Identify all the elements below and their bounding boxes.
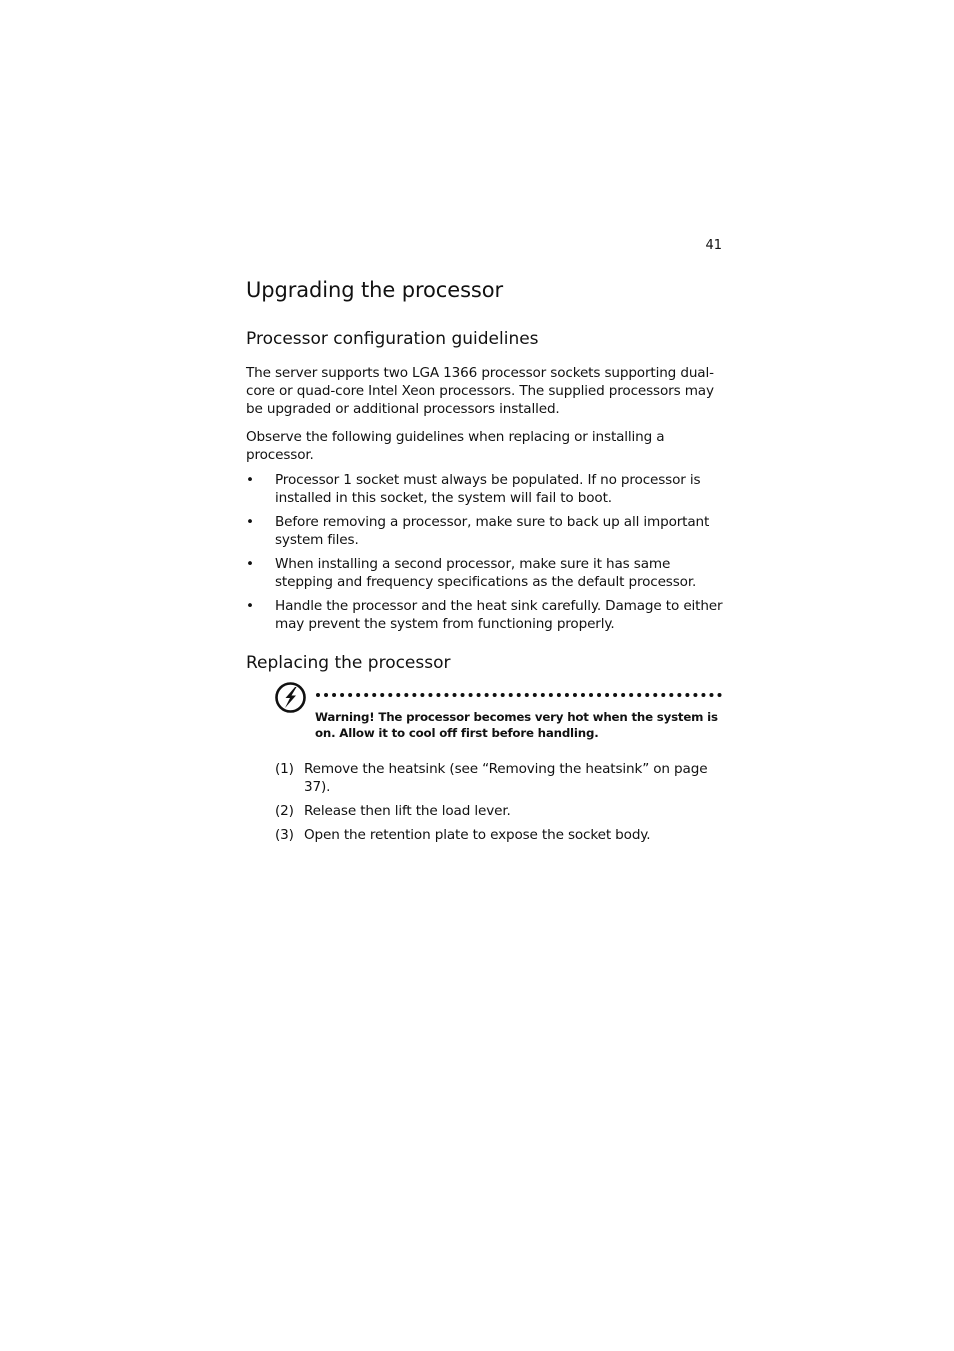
- list-item-text: Processor 1 socket must always be populated. If no processor is installed in this socket, the system will fail to boot.: [275, 472, 701, 506]
- warning-divider: [316, 693, 722, 697]
- step-number: (3): [275, 827, 294, 843]
- section-heading-replacing: Replacing the processor: [246, 653, 451, 673]
- section-heading-guidelines: Processor configuration guidelines: [246, 329, 539, 349]
- step-number: (1): [275, 761, 294, 777]
- bullet-marker: •: [246, 598, 254, 614]
- step-text: Open the retention plate to expose the socket body.: [304, 827, 651, 843]
- warning-lightning-icon: [274, 681, 307, 714]
- step-text: Release then lift the load lever.: [304, 803, 511, 819]
- step-text: Remove the heatsink (see “Removing the heatsink” on page 37).: [304, 761, 708, 795]
- list-item: [275, 826, 725, 844]
- intro-paragraph: The server supports two LGA 1366 processor sockets supporting dual-core or quad-core Intel Xeon processors. The supplied processors may be upgraded or additional processors installed.: [246, 365, 714, 417]
- page-number: 41: [705, 238, 722, 253]
- list-item: [246, 471, 724, 507]
- bullet-marker: •: [246, 556, 254, 572]
- list-item: [275, 760, 725, 796]
- list-item: [246, 513, 724, 549]
- list-item: [246, 597, 724, 633]
- bullet-marker: •: [246, 472, 254, 488]
- list-item: [275, 802, 725, 820]
- page-title: Upgrading the processor: [246, 278, 504, 302]
- guidelines-list: [246, 471, 724, 639]
- bullet-marker: •: [246, 514, 254, 530]
- list-item-text: Before removing a processor, make sure to back up all important system files.: [275, 514, 710, 548]
- steps-list: [275, 760, 725, 850]
- list-item: [246, 555, 724, 591]
- warning-text: Warning! The processor becomes very hot when the system is on. Allow it to cool off first before handling.: [315, 710, 718, 740]
- step-number: (2): [275, 803, 294, 819]
- list-item-text: Handle the processor and the heat sink carefully. Damage to either may prevent the system from functioning properly.: [275, 598, 723, 632]
- list-item-text: When installing a second processor, make sure it has same stepping and frequency specifications as the default processor.: [275, 556, 697, 590]
- guidelines-intro-paragraph: Observe the following guidelines when replacing or installing a processor.: [246, 429, 665, 463]
